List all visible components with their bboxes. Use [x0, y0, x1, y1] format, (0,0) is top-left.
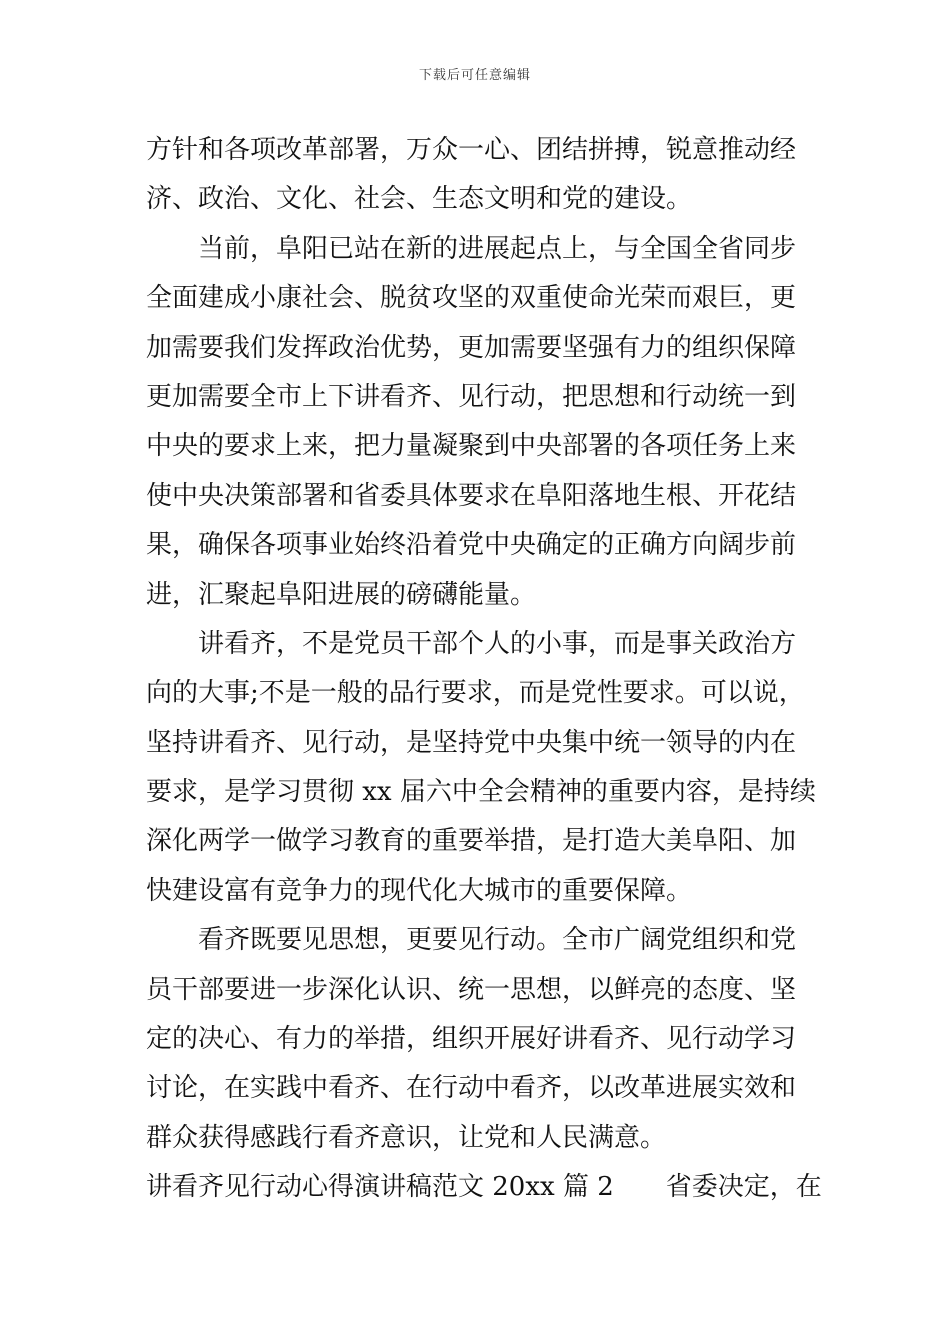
text-line: 济、政治、文化、社会、生态文明和党的建设。 [146, 184, 693, 215]
section-title-line [146, 1163, 822, 1212]
paragraph-start-line: 看齐既要见思想，更要见行动。全市广阔党组织和党 [198, 925, 797, 956]
text-line: 定的决心、有力的举措，组织开展好讲看齐、见行动学习 [146, 1024, 797, 1055]
paragraph-start-line: 当前，阜阳已站在新的进展起点上，与全国全省同步 [198, 233, 797, 264]
text-line: 中央的要求上来，把力量凝聚到中央部署的各项任务上来 [146, 431, 797, 462]
page-header-note: 下载后可任意编辑 [418, 68, 531, 83]
text-line: 深化两学一做学习教育的重要举措，是打造大美阜阳、加 [146, 826, 797, 857]
text-line: 使中央决策部署和省委具体要求在阜阳落地生根、开花结 [146, 480, 797, 511]
section-title: 讲看齐见行动心得演讲稿范文 20xx 篇 2 [146, 1172, 614, 1203]
text-line: 要求，是学习贯彻 xx 届六中全会精神的重要内容，是持续 [146, 777, 816, 808]
text-line: 方针和各项改革部署，万众一心、团结拼搏，锐意推动经 [146, 135, 797, 165]
text-line: 讨论，在实践中看齐、在行动中看齐，以改革进展实效和 [146, 1073, 797, 1104]
text-line: 果，确保各项事业始终沿着党中央确定的正确方向阔步前 [146, 530, 797, 561]
text-line: 坚持讲看齐、见行动，是坚持党中央集中统一领导的内在 [146, 727, 797, 758]
text-line: 进，汇聚起阜阳进展的磅礴能量。 [146, 579, 537, 610]
document-body [146, 126, 822, 1213]
paragraph-start-line: 讲看齐，不是党员干部个人的小事，而是事关政治方 [198, 628, 797, 659]
text-line: 更加需要全市上下讲看齐、见行动，把思想和行动统一到 [146, 381, 797, 412]
text-line: 群众获得感践行看齐意识，让党和人民满意。 [146, 1122, 667, 1153]
section-continuation-text: 省委决定，在 [665, 1172, 822, 1203]
text-line: 员干部要进一步深化认识、统一思想，以鲜亮的态度、坚 [146, 974, 797, 1005]
text-line: 向的大事;不是一般的品行要求，而是党性要求。可以说， [146, 678, 805, 709]
text-line: 快建设富有竞争力的现代化大城市的重要保障。 [146, 875, 693, 906]
text-line: 全面建成小康社会、脱贫攻坚的双重使命光荣而艰巨，更 [146, 283, 797, 314]
text-line: 加需要我们发挥政治优势，更加需要坚强有力的组织保障 [146, 332, 797, 363]
